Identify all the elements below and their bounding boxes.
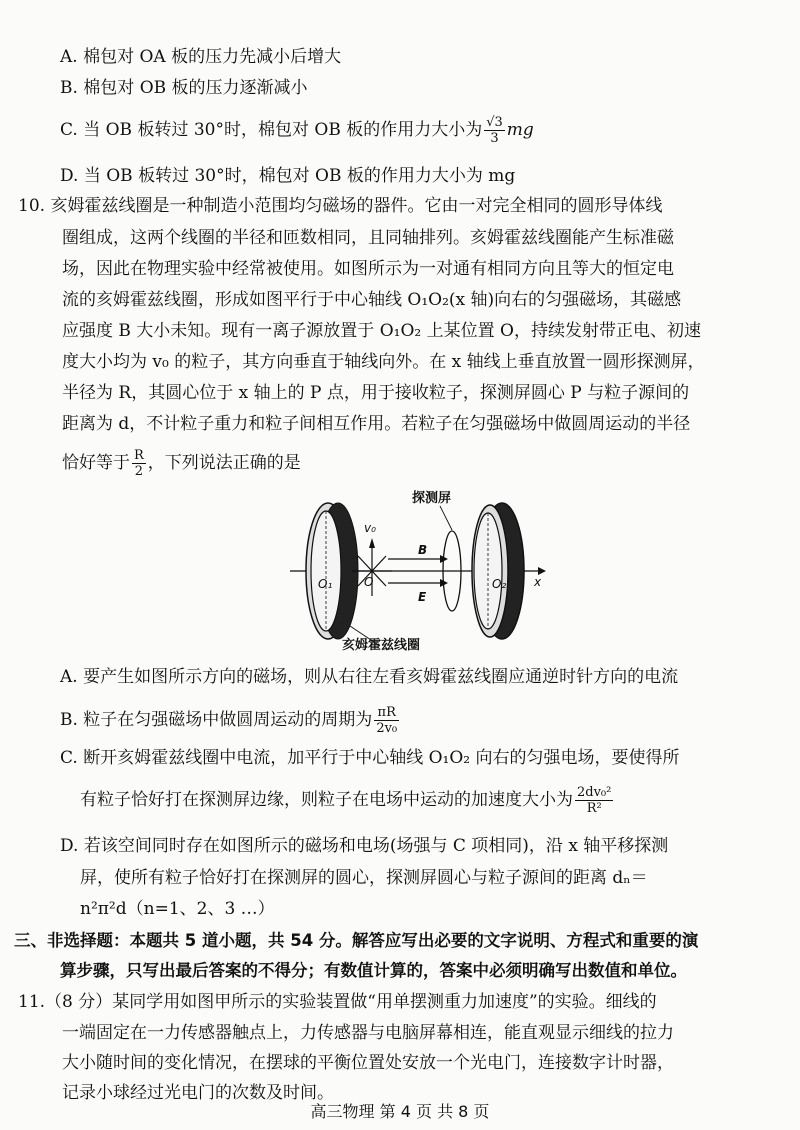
section3-instructions: 算步骤，只写出最后答案的不得分；有数值计算的，答案中必须明确写出数值和单位。 — [60, 961, 687, 980]
fraction-denominator: R² — [586, 801, 602, 816]
section3-instructions: 三、非选择题：本题共 5 道小题，共 54 分。解答应写出必要的文字说明、方程式和重要的演 — [14, 931, 699, 950]
q11-stem-line: 一端固定在一力传感器触点上，力传感器与电脑屏幕相连，能直观显示细线的拉力 — [62, 1023, 674, 1043]
b-field-label: B — [418, 543, 428, 557]
q9-option-c-unit: mg — [506, 120, 534, 140]
fraction-numerator: πR — [374, 705, 399, 721]
q11-stem-line: 大小随时间的变化情况，在摆球的平衡位置处安放一个光电门，连接数字计时器， — [62, 1053, 674, 1073]
q9-option-c — [60, 115, 534, 146]
q11-stem-line: 11.（8 分）某同学用如图甲所示的实验装置做“用单摆测重力加速度”的实验。细线的 — [18, 992, 657, 1012]
q10-option-a: A. 要产生如图所示方向的磁场，则从右往左看亥姆霍兹线圈应通逆时针方向的电流 — [60, 667, 679, 687]
fraction-numerator: √3 — [486, 115, 503, 130]
fraction-denominator: 2v₀ — [376, 721, 398, 736]
q10-option-c-fraction — [575, 785, 613, 816]
o1-label: O₁ — [318, 577, 333, 591]
q10-stem-line — [62, 448, 301, 479]
q9-option-d: D. 当 OB 板转过 30°时，棉包对 OB 板的作用力大小为 mg — [60, 166, 516, 186]
q10-option-b-text: B. 粒子在匀强磁场中做圆周运动的周期为 — [60, 710, 373, 730]
q10-stem-line: 半径为 R，其圆心位于 x 轴上的 P 点，用于接收粒子，探测屏圆心 P 与粒子源间的 — [62, 383, 690, 403]
q10-stem-text: ，下列说法正确的是 — [147, 453, 301, 473]
q9-option-c-text: C. 当 OB 板转过 30°时，棉包对 OB 板的作用力大小为 — [60, 120, 483, 140]
fraction-denominator: 3 — [490, 131, 499, 146]
q10-stem-line: 度大小均为 v₀ 的粒子，其方向垂直于轴线向外。在 x 轴线上垂直放置一圆形探测屏， — [62, 352, 705, 372]
q10-option-c-line1: C. 断开亥姆霍兹线圈中电流，加平行于中心轴线 O₁O₂ 向右的匀强电场，要使得所 — [60, 748, 680, 768]
e-field-label: E — [418, 590, 427, 604]
v0-arrow-icon — [369, 538, 375, 548]
x-axis-arrow-icon — [538, 567, 546, 575]
helmholtz-coil-figure — [290, 486, 550, 656]
page-footer: 高三物理 第 4 页 共 8 页 — [310, 1102, 490, 1121]
q9-option-b: B. 棉包对 OB 板的压力逐渐减小 — [60, 78, 308, 98]
q10-option-d-line2: 屏，使所有粒子恰好打在探测屏的圆心，探测屏圆心与粒子源间的距离 dₙ＝ — [80, 868, 648, 888]
o2-label: O₂ — [492, 577, 507, 591]
q10-stem-line: 圈组成，这两个线圈的半径和匝数相同，且同轴排列。亥姆霍兹线圈能产生标准磁 — [62, 228, 674, 248]
q10-option-c-line2 — [80, 785, 615, 816]
figure-caption: 亥姆霍兹线圈 — [342, 638, 421, 653]
x-axis-label: x — [534, 575, 542, 589]
source-o-label: O — [364, 575, 374, 589]
q10-radius-fraction — [132, 448, 146, 479]
fraction-denominator: 2 — [134, 464, 144, 479]
q10-option-b-fraction — [374, 705, 399, 736]
q10-stem-text: 恰好等于 — [62, 453, 130, 473]
q10-option-b — [60, 705, 401, 736]
v0-label: v₀ — [364, 521, 376, 535]
helmholtz-coil-diagram — [290, 486, 550, 656]
q10-stem-line: 10. 亥姆霍兹线圈是一种制造小范围均匀磁场的器件。它由一对完全相同的圆形导体线 — [18, 196, 663, 216]
q10-option-c-text: 有粒子恰好打在探测屏边缘，则粒子在电场中运动的加速度大小为 — [80, 790, 573, 810]
fraction-numerator: R — [134, 448, 144, 463]
q10-stem-line: 流的亥姆霍兹线圈，形成如图平行于中心轴线 O₁O₂(x 轴)向右的匀强磁场，其磁感 — [62, 290, 682, 310]
q10-stem-line: 应强度 B 大小未知。现有一离子源放置于 O₁O₂ 上某位置 O，持续发射带正电、初速 — [62, 321, 701, 341]
q11-stem-line: 记录小球经过光电门的次数及时间。 — [62, 1083, 334, 1103]
fraction-numerator: 2dv₀² — [577, 785, 612, 800]
q10-option-d-line3: n²π²d（n=1、2、3 …） — [80, 899, 275, 919]
detector-screen-label: 探测屏 — [412, 491, 452, 506]
q10-option-d-line1: D. 若该空间同时存在如图所示的磁场和电场(场强与 C 项相同)，沿 x 轴平移探测 — [60, 836, 669, 856]
q9-option-a: A. 棉包对 OA 板的压力先减小后增大 — [60, 47, 342, 67]
q10-stem-line: 场，因此在物理实验中经常被使用。如图所示为一对通有相同方向且等大的恒定电 — [62, 259, 674, 279]
q9-option-c-fraction — [484, 115, 505, 146]
q10-stem-line: 距离为 d，不计粒子重力和粒子间相互作用。若粒子在匀强磁场中做圆周运动的半径 — [62, 414, 691, 434]
